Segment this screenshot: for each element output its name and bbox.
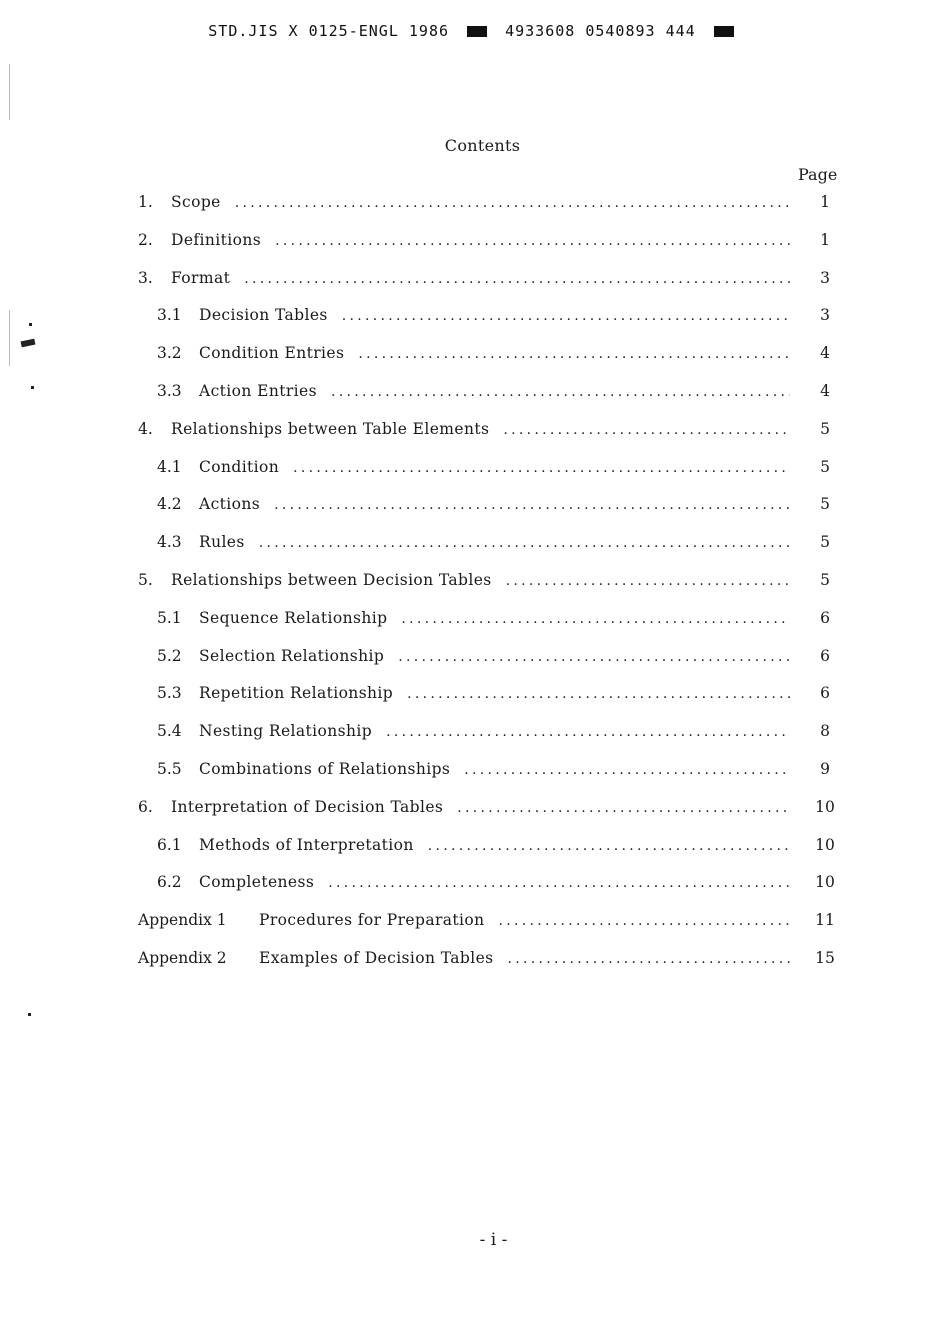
dot-leader — [358, 346, 790, 362]
toc-entry-label: Decision Tables — [199, 306, 328, 325]
dot-leader — [506, 573, 790, 589]
toc-entry-page: 5 — [820, 419, 830, 438]
header-stamp — [0, 22, 950, 40]
toc-entry — [138, 722, 842, 760]
toc-entry-label: Nesting Relationship — [199, 722, 373, 741]
toc-entry-label: Examples of Decision Tables — [259, 948, 494, 967]
toc-entry — [138, 231, 842, 269]
toc-entry-page: 5 — [820, 457, 830, 476]
page-title: Contents — [444, 136, 521, 155]
toc-entry — [138, 458, 842, 496]
dot-leader — [235, 195, 790, 211]
dot-leader — [293, 460, 790, 476]
toc-entry-number: 6. — [138, 797, 153, 816]
toc-entry-label: Sequence Relationship — [199, 608, 388, 627]
scan-line — [9, 64, 10, 120]
dot-leader — [407, 686, 790, 702]
toc-entry-number: 5.5 — [157, 759, 182, 778]
toc-entry-page: 1 — [820, 193, 830, 211]
toc-entry — [138, 571, 842, 609]
dot-leader — [259, 535, 790, 551]
toc-entry — [138, 193, 842, 231]
toc-entry-label: Format — [171, 268, 231, 287]
toc-entry-number: 3. — [138, 268, 153, 287]
toc-entry-page: 5 — [820, 570, 830, 589]
dot-leader — [342, 308, 790, 324]
dot-leader — [398, 649, 790, 665]
dot-leader — [508, 951, 791, 967]
toc-entry-page: 4 — [820, 344, 830, 363]
toc-entry-page: 8 — [820, 722, 830, 741]
toc-entry-number: Appendix 2 — [138, 948, 227, 967]
dot-leader — [464, 762, 790, 778]
toc-entry-page: 9 — [820, 759, 830, 778]
scan-mark — [31, 386, 34, 389]
toc-entry-label: Completeness — [199, 873, 315, 892]
toc-entry-label: Action Entries — [199, 381, 317, 400]
toc-entry — [138, 836, 842, 874]
toc-entry-label: Actions — [199, 495, 261, 514]
toc-entry — [138, 911, 842, 949]
toc-entry-label: Repetition Relationship — [199, 684, 394, 703]
toc-entry-number: 4. — [138, 419, 153, 438]
dot-leader — [499, 913, 790, 929]
toc-entry-page: 10 — [815, 797, 835, 816]
toc-entry — [138, 798, 842, 836]
toc-entry — [138, 760, 842, 798]
toc-entry-page: 10 — [815, 835, 835, 854]
toc-entry — [138, 344, 842, 382]
toc-entry — [138, 495, 842, 533]
toc-entry-number: 5. — [138, 570, 153, 589]
dot-leader — [503, 422, 790, 438]
stamp-codes: 4933608 0540893 444 — [505, 22, 696, 40]
toc-entry-page: 5 — [820, 533, 830, 552]
toc-entry — [138, 533, 842, 571]
toc-entry-page: 5 — [820, 495, 830, 514]
toc-entry-page: 11 — [815, 911, 835, 930]
toc-entry-label: Selection Relationship — [199, 646, 385, 665]
toc-entry-page: 3 — [820, 306, 830, 325]
toc-entry-label: Rules — [199, 533, 245, 552]
toc-entry — [138, 420, 842, 458]
toc-entry-label: Methods of Interpretation — [199, 835, 414, 854]
scan-mark — [29, 323, 32, 326]
toc-entry-label: Condition Entries — [199, 344, 345, 363]
toc-entry-page: 6 — [820, 646, 830, 665]
toc-entry-label: Relationships between Decision Tables — [171, 570, 492, 589]
stamp-text: STD.JIS X 0125-ENGL 1986 — [208, 22, 450, 40]
toc-entry — [138, 949, 842, 987]
page-number: - i - — [479, 1230, 508, 1250]
toc-entry-page: 10 — [815, 873, 835, 892]
toc-entry — [138, 306, 842, 344]
toc-entry-number: 4.1 — [157, 457, 182, 476]
toc-entry-label: Interpretation of Decision Tables — [171, 797, 444, 816]
toc-entry-label: Combinations of Relationships — [199, 759, 451, 778]
toc-entry-page: 6 — [820, 608, 830, 627]
toc-entry-number: 5.4 — [157, 722, 182, 741]
scan-mark — [28, 1013, 31, 1016]
scan-mark — [21, 339, 36, 348]
toc-entry-number: 5.2 — [157, 646, 182, 665]
table-of-contents — [138, 193, 842, 987]
page-column-heading: Page — [798, 165, 838, 184]
toc-entry-number: 4.3 — [157, 533, 182, 552]
toc-entry-number: 4.2 — [157, 495, 182, 514]
toc-entry — [138, 647, 842, 685]
toc-entry-number: 5.3 — [157, 684, 182, 703]
toc-entry — [138, 609, 842, 647]
toc-entry-number: 3.2 — [157, 344, 182, 363]
dot-leader — [244, 271, 790, 287]
dot-leader — [331, 384, 790, 400]
toc-entry-number: 1. — [138, 193, 153, 211]
toc-entry-number: 5.1 — [157, 608, 182, 627]
toc-entry-number: 2. — [138, 230, 153, 249]
redaction-block — [714, 26, 734, 37]
dot-leader — [401, 611, 790, 627]
dot-leader — [386, 724, 790, 740]
toc-entry-label: Definitions — [171, 230, 262, 249]
toc-entry-page: 1 — [820, 230, 830, 249]
toc-entry-page: 15 — [815, 948, 835, 967]
toc-entry-label: Relationships between Table Elements — [171, 419, 490, 438]
toc-entry-page: 3 — [820, 268, 830, 287]
scan-line — [9, 310, 10, 366]
toc-entry — [138, 684, 842, 722]
toc-entry-label: Scope — [171, 193, 221, 211]
dot-leader — [274, 497, 790, 513]
toc-entry — [138, 382, 842, 420]
toc-entry-page: 6 — [820, 684, 830, 703]
toc-entry-label: Condition — [199, 457, 280, 476]
toc-entry — [138, 269, 842, 307]
dot-leader — [428, 838, 790, 854]
dot-leader — [275, 233, 790, 249]
toc-entry-number: 6.2 — [157, 873, 182, 892]
redaction-block — [467, 26, 487, 37]
toc-entry — [138, 873, 842, 911]
toc-entry-page: 4 — [820, 381, 830, 400]
toc-entry-number: 6.1 — [157, 835, 182, 854]
dot-leader — [457, 800, 790, 816]
toc-entry-label: Procedures for Preparation — [259, 911, 485, 930]
toc-entry-number: 3.3 — [157, 381, 182, 400]
toc-entry-number: 3.1 — [157, 306, 182, 325]
toc-entry-number: Appendix 1 — [138, 911, 227, 930]
dot-leader — [328, 875, 790, 891]
